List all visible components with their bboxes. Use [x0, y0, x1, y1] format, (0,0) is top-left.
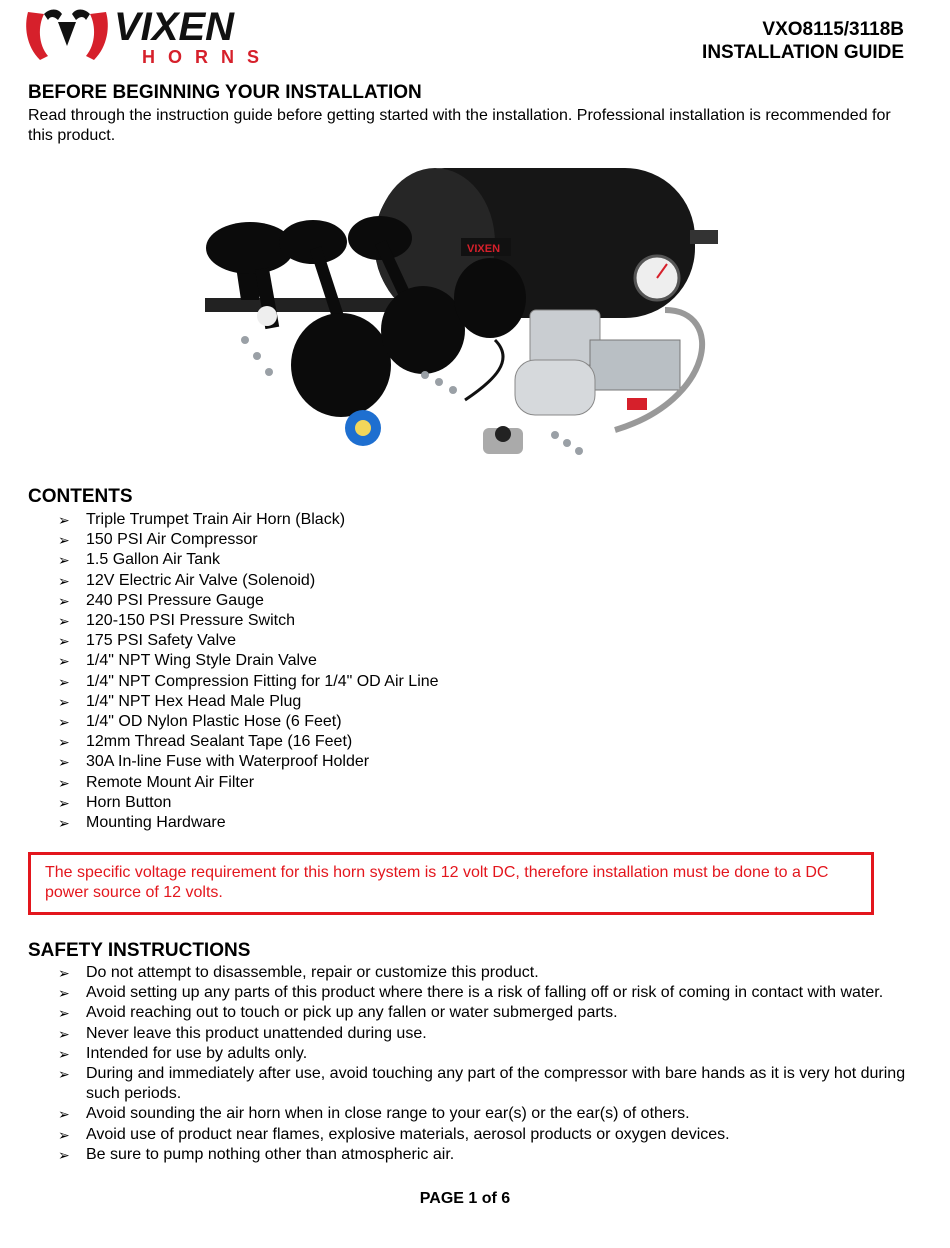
svg-text:VIXEN: VIXEN: [114, 5, 235, 49]
list-item: ➢ 150 PSI Air Compressor: [58, 530, 439, 550]
list-item: ➢ Intended for use by adults only.: [58, 1044, 908, 1064]
svg-text:VIXEN: VIXEN: [467, 243, 501, 255]
document-title: INSTALLATION GUIDE: [702, 42, 904, 63]
list-item: ➢ 1.5 Gallon Air Tank: [58, 550, 439, 570]
product-photo: [195, 160, 740, 475]
list-item: ➢ Triple Trumpet Train Air Horn (Black): [58, 510, 439, 530]
list-item: ➢ 240 PSI Pressure Gauge: [58, 591, 439, 611]
safety-list: [58, 963, 908, 1165]
list-item: ➢ 1/4" NPT Compression Fitting for 1/4" OD Air Line: [58, 672, 439, 692]
list-item: ➢ Avoid setting up any parts of this product where there is a risk of falling off or risk of coming in contact with water.: [58, 983, 908, 1003]
voltage-warning: The specific voltage requirement for this horn system is 12 volt DC, therefore installation must be done to a DC power source of 12 volts.: [28, 852, 874, 915]
list-item: ➢ Mounting Hardware: [58, 813, 439, 833]
page-number: PAGE 1 of 6: [419, 1190, 511, 1207]
list-item: ➢ Horn Button: [58, 793, 439, 813]
before-heading: BEFORE BEGINNING YOUR INSTALLATION: [28, 82, 422, 103]
intro-text: Read through the instruction guide before getting started with the installation. Professional installation is recommended for this product.: [28, 107, 891, 144]
list-item: ➢ Avoid reaching out to touch or pick up any fallen or water submerged parts.: [58, 1003, 908, 1023]
list-item: ➢ Avoid sounding the air horn when in close range to your ear(s) or the ear(s) of others.: [58, 1104, 908, 1124]
list-item: ➢ 1/4" NPT Hex Head Male Plug: [58, 692, 439, 712]
list-item: ➢ 1/4" NPT Wing Style Drain Valve: [58, 651, 439, 671]
list-item: ➢ 175 PSI Safety Valve: [58, 631, 439, 651]
list-item: ➢ 30A In-line Fuse with Waterproof Holder: [58, 752, 439, 772]
list-item: ➢ Never leave this product unattended during use.: [58, 1024, 908, 1044]
model-number: VXO8115/3118B: [762, 19, 904, 40]
contents-heading: CONTENTS: [28, 486, 133, 507]
list-item: ➢ 12V Electric Air Valve (Solenoid): [58, 571, 439, 591]
list-item: ➢ 1/4" OD Nylon Plastic Hose (6 Feet): [58, 712, 439, 732]
svg-text:HORNS: HORNS: [142, 47, 273, 66]
list-item: ➢ Remote Mount Air Filter: [58, 773, 439, 793]
contents-list: [58, 510, 439, 833]
document-header: [702, 18, 904, 64]
list-item: ➢ Avoid use of product near flames, explosive materials, aerosol products or oxygen devices.: [58, 1125, 908, 1145]
list-item: ➢ 12mm Thread Sealant Tape (16 Feet): [58, 732, 439, 752]
air-compressor: [515, 310, 702, 430]
list-item: ➢ 120-150 PSI Pressure Switch: [58, 611, 439, 631]
safety-heading: SAFETY INSTRUCTIONS: [28, 940, 251, 961]
list-item: ➢ Do not attempt to disassemble, repair or customize this product.: [58, 963, 908, 983]
vixen-horns-logo: [24, 2, 280, 66]
horn-emblem-icon: [26, 10, 108, 61]
list-item: ➢ During and immediately after use, avoid touching any part of the compressor with bare hands as it is very hot during such periods.: [58, 1064, 908, 1104]
list-item: ➢ Be sure to pump nothing other than atmospheric air.: [58, 1145, 908, 1165]
